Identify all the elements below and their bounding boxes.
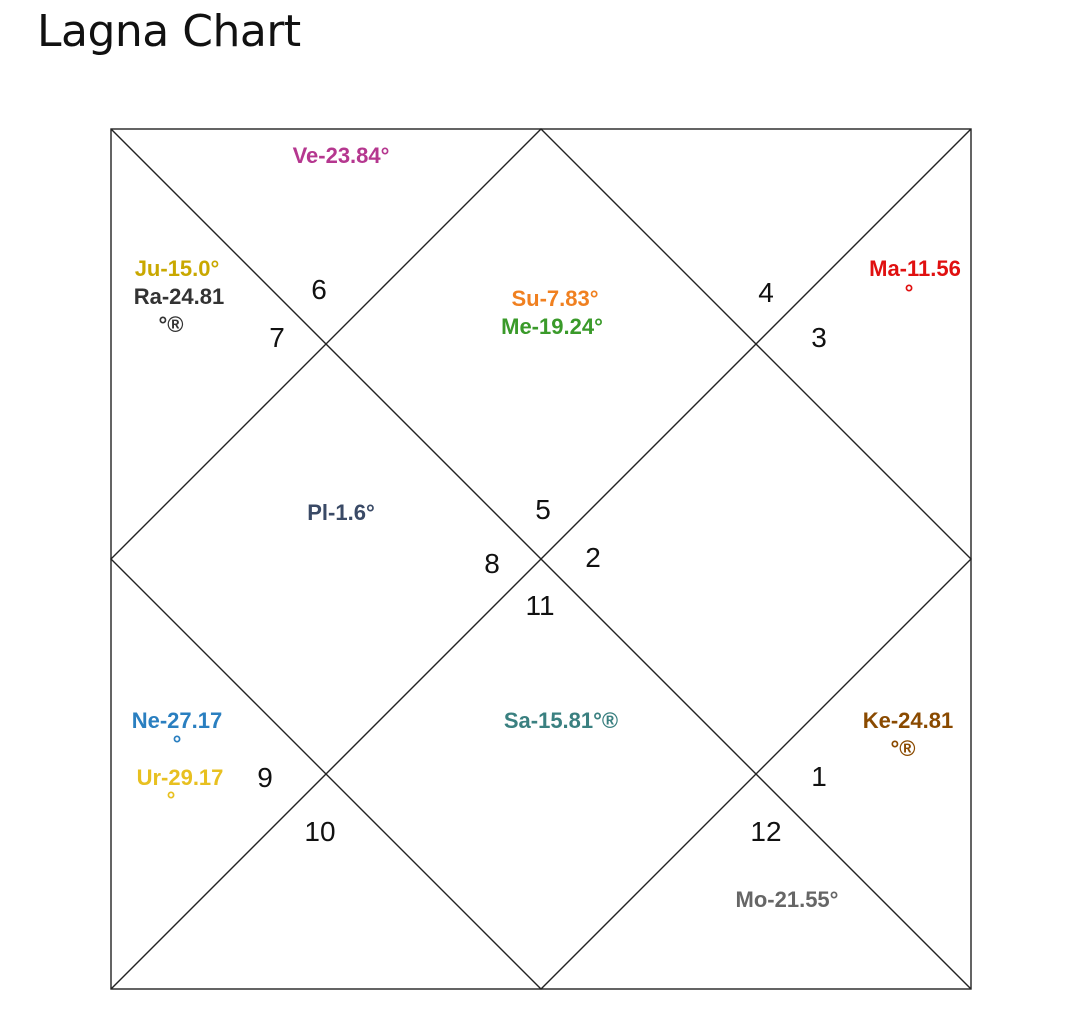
house-number: 1 (811, 761, 827, 792)
house-number: 12 (750, 816, 782, 847)
house-number: 2 (585, 542, 601, 573)
planet-moon: Mo-21.55° (735, 887, 839, 912)
house-number: 9 (257, 762, 273, 793)
house-number: 10 (304, 816, 336, 847)
house-number: 6 (311, 274, 327, 305)
house-number: 11 (525, 590, 555, 621)
planet-neptune-suffix: ° (172, 731, 182, 756)
chart-grid (111, 129, 971, 989)
planet-saturn: Sa-15.81°® (503, 708, 619, 733)
planet-ketu: Ke-24.81 (862, 708, 954, 733)
planet-sun: Su-7.83° (511, 286, 599, 311)
planet-mercury: Me-19.24° (501, 314, 603, 339)
planet-uranus: Ur-29.17 (136, 765, 224, 790)
house-number: 8 (484, 548, 500, 579)
house-number: 4 (758, 277, 774, 308)
planet-mars: Ma-11.56 (869, 256, 961, 281)
planet-pluto: Pl-1.6° (307, 500, 375, 525)
planet-mars-suffix: ° (904, 280, 914, 305)
house-number: 7 (269, 322, 285, 353)
planet-labels (132, 143, 961, 912)
planet-ketu-suffix: °® (890, 736, 916, 761)
house-number: 5 (535, 494, 551, 525)
house-number: 3 (811, 322, 827, 353)
planet-uranus-suffix: ° (166, 787, 176, 812)
planet-jupiter: Ju-15.0° (134, 256, 220, 281)
page-title: Lagna Chart (37, 6, 301, 57)
planet-neptune: Ne-27.17 (131, 708, 223, 733)
planet-rahu-suffix: °® (158, 312, 184, 337)
planet-rahu: Ra-24.81 (133, 284, 225, 309)
planet-venus: Ve-23.84° (292, 143, 390, 168)
